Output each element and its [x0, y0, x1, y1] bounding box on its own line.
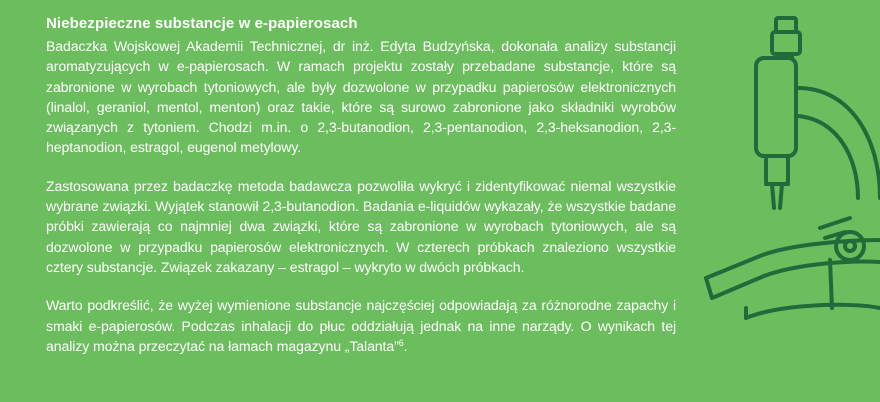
footnote-marker: 6: [398, 337, 404, 348]
article-paragraph-3-end: .: [403, 337, 408, 354]
article-paragraph-3: [46, 295, 676, 356]
article-paragraph-1: Badaczka Wojskowej Akademii Technicznej, dr inż. Edyta Budzyńska, dokonała analizy substancji aromatyzujących w e-papierosach. W ramach projektu zostały przebadane substancje, które są zabronione w wyrobach tytoniowych, ale były dozwolone w przypadku papierosów elektronicznych (linalol, geraniol, mentol, menton) oraz takie, które są surowo zabronione jako składniki wyrobów związanych z tytoniem. Chodzi m.in. o 2,3-butanodion, 2,3-pentanodion, 2,3-heksanodion, 2,3-heptanodion, estragol, eugenol metylowy.: [46, 38, 676, 156]
article-title: Niebezpieczne substancje w e-papierosach: [46, 15, 358, 32]
article: [46, 13, 676, 356]
article-paragraph-2: Zastosowana przez badaczkę metoda badawcza pozwoliła wykryć i zidentyfikować niemal wszystkie wybrane związki. Wyjątek stanowił 2,3-butanodion. Badania e-liquidów wykazały, że wszystkie badane próbki zawierają co najmniej dwa związki, które są zabronione w wyrobach tytoniowych, ale są dozwolone w przypadku papierosów elektronicznych. W czterech próbkach znaleziono wszystkie cztery substancje. Związek zakazany – estragol – wykryto w dwóch próbkach.: [46, 177, 676, 275]
microscope-icon: [700, 8, 880, 398]
article-paragraph-3-text: Warto podkreślić, że wyżej wymienione substancje najczęściej odpowiadają za różnorodne zapachy i smaki e-papierosów. Podczas inhalacji do płuc oddziałują jednak na inne narządy. O wynikach tej analizy można przeczytać na łamach magazynu „Talanta”: [46, 297, 676, 354]
